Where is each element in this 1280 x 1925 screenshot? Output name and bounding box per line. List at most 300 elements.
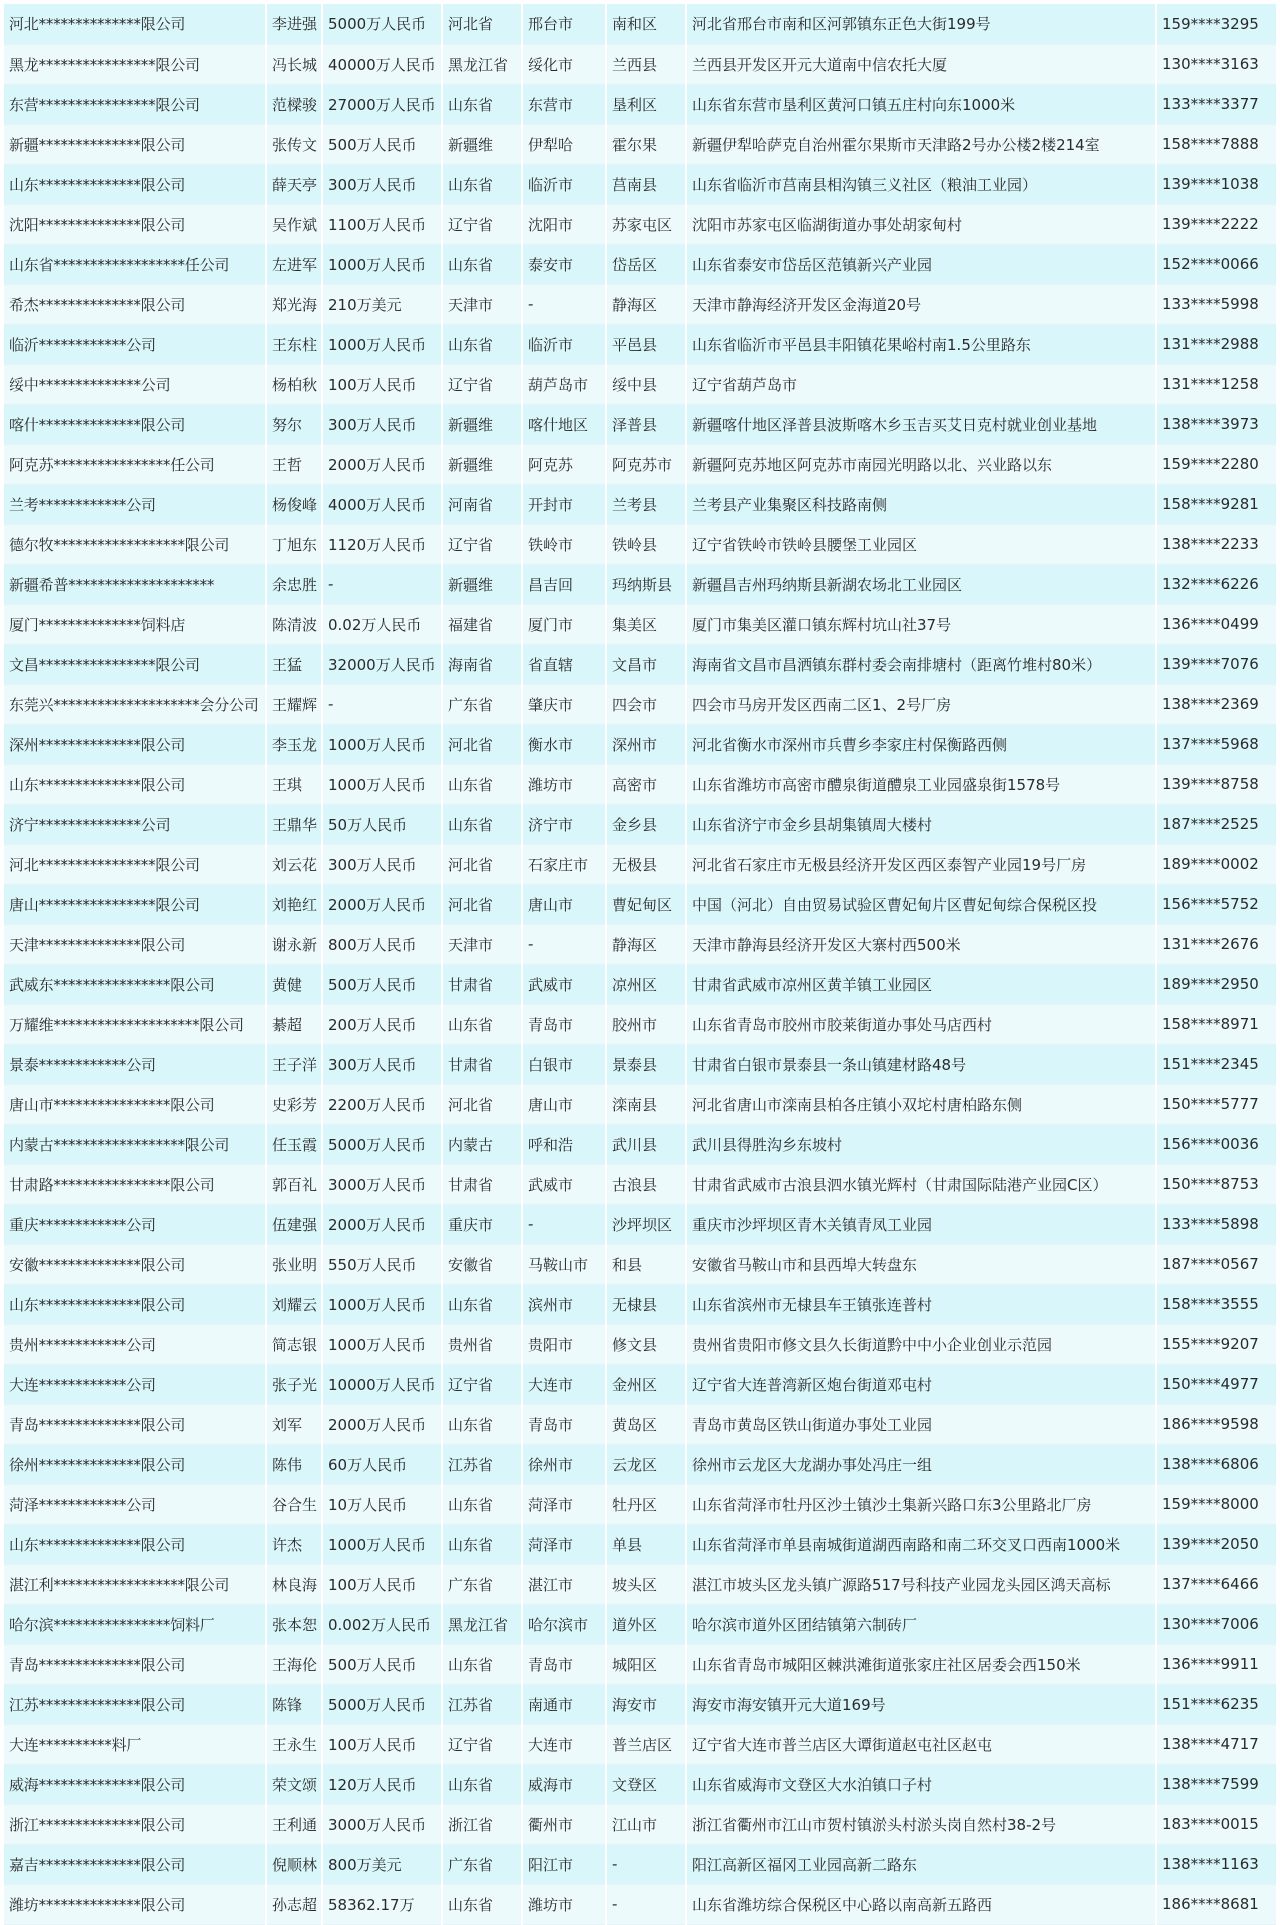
contact-person-cell: 张业明 <box>266 1244 322 1284</box>
registered-capital-cell: 2200万人民币 <box>322 1084 442 1124</box>
city-cell: 大连市 <box>522 1364 606 1404</box>
city-cell: - <box>522 1204 606 1244</box>
contact-person-cell: 孙志超 <box>266 1884 322 1924</box>
phone-cell: 150****5777 <box>1156 1084 1276 1124</box>
district-cell: 城阳区 <box>606 1644 686 1684</box>
phone-cell: 130****3163 <box>1156 44 1276 84</box>
company-name-cell: 大连**********料厂 <box>4 1724 266 1764</box>
city-cell: 马鞍山市 <box>522 1244 606 1284</box>
city-cell: 衢州市 <box>522 1804 606 1844</box>
contact-person-cell: 努尔 <box>266 404 322 444</box>
contact-person-cell: 范樑骏 <box>266 84 322 124</box>
registered-capital-cell: 1120万人民币 <box>322 524 442 564</box>
address-cell: 河北省石家庄市无极县经济开发区西区泰智产业园19号厂房 <box>686 844 1156 884</box>
table-row[interactable] <box>4 1684 1276 1724</box>
province-cell: 辽宁省 <box>442 1364 522 1404</box>
province-cell: 山东省 <box>442 324 522 364</box>
table-row[interactable] <box>4 1324 1276 1364</box>
city-cell: 临沂市 <box>522 324 606 364</box>
district-cell: 兰考县 <box>606 484 686 524</box>
company-name-cell: 希杰**************限公司 <box>4 284 266 324</box>
registered-capital-cell: 5000万人民币 <box>322 1124 442 1164</box>
province-cell: 山东省 <box>442 1284 522 1324</box>
address-cell: 海安市海安镇开元大道169号 <box>686 1684 1156 1724</box>
city-cell: 贵阳市 <box>522 1324 606 1364</box>
city-cell: 衡水市 <box>522 724 606 764</box>
district-cell: 集美区 <box>606 604 686 644</box>
contact-person-cell: 王子洋 <box>266 1044 322 1084</box>
district-cell: 南和区 <box>606 4 686 44</box>
contact-person-cell: 张传文 <box>266 124 322 164</box>
district-cell: 胶州市 <box>606 1004 686 1044</box>
contact-person-cell: 王海伦 <box>266 1644 322 1684</box>
contact-person-cell: 冯长城 <box>266 44 322 84</box>
table-row[interactable] <box>4 204 1276 244</box>
province-cell: 广东省 <box>442 1844 522 1884</box>
province-cell: 江苏省 <box>442 1684 522 1724</box>
address-cell: 武川县得胜沟乡东坡村 <box>686 1124 1156 1164</box>
company-name-cell: 河北**************限公司 <box>4 4 266 44</box>
table-row[interactable] <box>4 444 1276 484</box>
province-cell: 新疆维 <box>442 404 522 444</box>
province-cell: 山东省 <box>442 1764 522 1804</box>
address-cell: 山东省滨州市无棣县车王镇张连普村 <box>686 1284 1156 1324</box>
company-name-cell: 山东**************限公司 <box>4 164 266 204</box>
phone-cell: 139****2050 <box>1156 1524 1276 1564</box>
contact-person-cell: 刘军 <box>266 1404 322 1444</box>
table-row[interactable] <box>4 244 1276 284</box>
registered-capital-cell: 3000万人民币 <box>322 1164 442 1204</box>
phone-cell: 150****8753 <box>1156 1164 1276 1204</box>
city-cell: 呼和浩 <box>522 1124 606 1164</box>
address-cell: 河北省衡水市深州市兵曹乡李家庄村保衡路西侧 <box>686 724 1156 764</box>
province-cell: 福建省 <box>442 604 522 644</box>
contact-person-cell: 王琪 <box>266 764 322 804</box>
province-cell: 辽宁省 <box>442 524 522 564</box>
address-cell: 山东省潍坊综合保税区中心路以南高新五路西 <box>686 1884 1156 1924</box>
phone-cell: 133****5898 <box>1156 1204 1276 1244</box>
registered-capital-cell: 300万人民币 <box>322 844 442 884</box>
address-cell: 新疆阿克苏地区阿克苏市南园光明路以北、兴业路以东 <box>686 444 1156 484</box>
city-cell: 阿克苏 <box>522 444 606 484</box>
address-cell: 辽宁省大连市普兰店区大谭街道赵屯社区赵屯 <box>686 1724 1156 1764</box>
contact-person-cell: 吴作斌 <box>266 204 322 244</box>
registered-capital-cell: 500万人民币 <box>322 964 442 1004</box>
company-name-cell: 唐山****************限公司 <box>4 884 266 924</box>
table-row[interactable] <box>4 1204 1276 1244</box>
registered-capital-cell: 4000万人民币 <box>322 484 442 524</box>
table-row[interactable] <box>4 644 1276 684</box>
company-name-cell: 厦门**************饲料店 <box>4 604 266 644</box>
contact-person-cell: 王鼎华 <box>266 804 322 844</box>
table-row[interactable] <box>4 44 1276 84</box>
phone-cell: 158****3555 <box>1156 1284 1276 1324</box>
district-cell: 坡头区 <box>606 1564 686 1604</box>
address-cell: 辽宁省铁岭市铁岭县腰堡工业园区 <box>686 524 1156 564</box>
phone-cell: 159****3295 <box>1156 4 1276 44</box>
phone-cell: 130****7006 <box>1156 1604 1276 1644</box>
address-cell: 新疆喀什地区泽普县波斯喀木乡玉吉买艾日克村就业创业基地 <box>686 404 1156 444</box>
registered-capital-cell: 1000万人民币 <box>322 1324 442 1364</box>
district-cell: 文登区 <box>606 1764 686 1804</box>
city-cell: 葫芦岛市 <box>522 364 606 404</box>
table-row[interactable] <box>4 404 1276 444</box>
phone-cell: 187****0567 <box>1156 1244 1276 1284</box>
city-cell: 青岛市 <box>522 1404 606 1444</box>
province-cell: 黑龙江省 <box>442 1604 522 1644</box>
district-cell: 静海区 <box>606 924 686 964</box>
district-cell: 古浪县 <box>606 1164 686 1204</box>
city-cell: 菏泽市 <box>522 1524 606 1564</box>
district-cell: 无棣县 <box>606 1284 686 1324</box>
district-cell: 无极县 <box>606 844 686 884</box>
city-cell: 南通市 <box>522 1684 606 1724</box>
contact-person-cell: 许杰 <box>266 1524 322 1564</box>
province-cell: 辽宁省 <box>442 204 522 244</box>
province-cell: 辽宁省 <box>442 1724 522 1764</box>
city-cell: 沈阳市 <box>522 204 606 244</box>
table-row[interactable] <box>4 1484 1276 1524</box>
table-row[interactable] <box>4 1284 1276 1324</box>
city-cell: 伊犁哈 <box>522 124 606 164</box>
registered-capital-cell: 10000万人民币 <box>322 1364 442 1404</box>
contact-person-cell: 张本恕 <box>266 1604 322 1644</box>
company-name-cell: 临沂************公司 <box>4 324 266 364</box>
table-row[interactable] <box>4 1364 1276 1404</box>
address-cell: 中国（河北）自由贸易试验区曹妃甸片区曹妃甸综合保税区投 <box>686 884 1156 924</box>
table-row[interactable] <box>4 1844 1276 1884</box>
district-cell: 和县 <box>606 1244 686 1284</box>
phone-cell: 186****8681 <box>1156 1884 1276 1924</box>
company-name-cell: 山东**************限公司 <box>4 764 266 804</box>
contact-person-cell: 刘耀云 <box>266 1284 322 1324</box>
phone-cell: 139****1038 <box>1156 164 1276 204</box>
registered-capital-cell: 2000万人民币 <box>322 884 442 924</box>
company-name-cell: 内蒙古******************限公司 <box>4 1124 266 1164</box>
table-row[interactable] <box>4 124 1276 164</box>
district-cell: 云龙区 <box>606 1444 686 1484</box>
address-cell: 辽宁省大连普湾新区炮台街道邓屯村 <box>686 1364 1156 1404</box>
registered-capital-cell: 550万人民币 <box>322 1244 442 1284</box>
company-name-cell: 青岛**************限公司 <box>4 1404 266 1444</box>
district-cell: 武川县 <box>606 1124 686 1164</box>
district-cell: 平邑县 <box>606 324 686 364</box>
table-row[interactable] <box>4 764 1276 804</box>
registered-capital-cell: 0.02万人民币 <box>322 604 442 644</box>
company-name-cell: 东莞兴********************会分公司 <box>4 684 266 724</box>
table-row[interactable] <box>4 324 1276 364</box>
district-cell: 黄岛区 <box>606 1404 686 1444</box>
city-cell: 威海市 <box>522 1764 606 1804</box>
contact-person-cell: 杨俊峰 <box>266 484 322 524</box>
contact-person-cell: 王哲 <box>266 444 322 484</box>
table-row[interactable] <box>4 1564 1276 1604</box>
table-row[interactable] <box>4 364 1276 404</box>
district-cell: 玛纳斯县 <box>606 564 686 604</box>
address-cell: 新疆伊犁哈萨克自治州霍尔果斯市天津路2号办公楼2楼214室 <box>686 124 1156 164</box>
company-name-cell: 安徽**************限公司 <box>4 1244 266 1284</box>
table-row[interactable] <box>4 1804 1276 1844</box>
city-cell: 潍坊市 <box>522 764 606 804</box>
table-row[interactable] <box>4 1084 1276 1124</box>
province-cell: 江苏省 <box>442 1444 522 1484</box>
district-cell: 修文县 <box>606 1324 686 1364</box>
registered-capital-cell: 27000万人民币 <box>322 84 442 124</box>
company-name-cell: 浙江**************限公司 <box>4 1804 266 1844</box>
contact-person-cell: 谢永新 <box>266 924 322 964</box>
contact-person-cell: 李玉龙 <box>266 724 322 764</box>
registered-capital-cell: 800万人民币 <box>322 924 442 964</box>
province-cell: 山东省 <box>442 764 522 804</box>
company-name-cell: 景泰************公司 <box>4 1044 266 1084</box>
city-cell: 昌吉回 <box>522 564 606 604</box>
province-cell: 河北省 <box>442 1084 522 1124</box>
phone-cell: 159****2280 <box>1156 444 1276 484</box>
contact-person-cell: 伍建强 <box>266 1204 322 1244</box>
province-cell: 河北省 <box>442 4 522 44</box>
contact-person-cell: 张子光 <box>266 1364 322 1404</box>
district-cell: 岱岳区 <box>606 244 686 284</box>
table-row[interactable] <box>4 1764 1276 1804</box>
city-cell: 肇庆市 <box>522 684 606 724</box>
company-name-cell: 万耀维********************限公司 <box>4 1004 266 1044</box>
table-row[interactable] <box>4 4 1276 44</box>
contact-person-cell: 林良海 <box>266 1564 322 1604</box>
district-cell: 深州市 <box>606 724 686 764</box>
address-cell: 贵州省贵阳市修文县久长街道黔中中小企业创业示范园 <box>686 1324 1156 1364</box>
company-name-cell: 深州**************限公司 <box>4 724 266 764</box>
province-cell: 安徽省 <box>442 1244 522 1284</box>
registered-capital-cell: 1000万人民币 <box>322 324 442 364</box>
province-cell: 广东省 <box>442 1564 522 1604</box>
city-cell: 东营市 <box>522 84 606 124</box>
province-cell: 河北省 <box>442 724 522 764</box>
phone-cell: 139****8758 <box>1156 764 1276 804</box>
address-cell: 青岛市黄岛区铁山街道办事处工业园 <box>686 1404 1156 1444</box>
city-cell: 阳江市 <box>522 1844 606 1884</box>
city-cell: 哈尔滨市 <box>522 1604 606 1644</box>
province-cell: 重庆市 <box>442 1204 522 1244</box>
province-cell: 山东省 <box>442 164 522 204</box>
company-name-cell: 沈阳**************限公司 <box>4 204 266 244</box>
phone-cell: 150****4977 <box>1156 1364 1276 1404</box>
district-cell: 垦利区 <box>606 84 686 124</box>
company-name-cell: 甘肃路****************限公司 <box>4 1164 266 1204</box>
district-cell: 铁岭县 <box>606 524 686 564</box>
table-row[interactable] <box>4 964 1276 1004</box>
province-cell: 广东省 <box>442 684 522 724</box>
province-cell: 山东省 <box>442 1484 522 1524</box>
company-name-cell: 江苏**************限公司 <box>4 1684 266 1724</box>
company-name-cell: 山东**************限公司 <box>4 1284 266 1324</box>
company-name-cell: 菏泽************公司 <box>4 1484 266 1524</box>
phone-cell: 155****9207 <box>1156 1324 1276 1364</box>
registered-capital-cell: - <box>322 684 442 724</box>
contact-person-cell: 陈清波 <box>266 604 322 644</box>
phone-cell: 183****0015 <box>1156 1804 1276 1844</box>
table-row[interactable] <box>4 1444 1276 1484</box>
company-name-cell: 德尔牧******************限公司 <box>4 524 266 564</box>
city-cell: 武威市 <box>522 1164 606 1204</box>
city-cell: 绥化市 <box>522 44 606 84</box>
table-row[interactable] <box>4 804 1276 844</box>
phone-cell: 189****0002 <box>1156 844 1276 884</box>
phone-cell: 138****1163 <box>1156 1844 1276 1884</box>
table-row[interactable] <box>4 1244 1276 1284</box>
district-cell: 霍尔果 <box>606 124 686 164</box>
phone-cell: 151****6235 <box>1156 1684 1276 1724</box>
registered-capital-cell: 0.002万人民币 <box>322 1604 442 1644</box>
contact-person-cell: 黄健 <box>266 964 322 1004</box>
address-cell: 徐州市云龙区大龙湖办事处冯庄一组 <box>686 1444 1156 1484</box>
table-row[interactable] <box>4 604 1276 644</box>
phone-cell: 138****7599 <box>1156 1764 1276 1804</box>
table-row[interactable] <box>4 1724 1276 1764</box>
address-cell: 湛江市坡头区龙头镇广源路517号科技产业园龙头园区鸿天高标 <box>686 1564 1156 1604</box>
phone-cell: 152****0066 <box>1156 244 1276 284</box>
contact-person-cell: 王耀辉 <box>266 684 322 724</box>
address-cell: 山东省菏泽市单县南城街道湖西南路和南二环交叉口西南1000米 <box>686 1524 1156 1564</box>
district-cell: 莒南县 <box>606 164 686 204</box>
phone-cell: 187****2525 <box>1156 804 1276 844</box>
address-cell: 四会市马房开发区西南二区1、2号厂房 <box>686 684 1156 724</box>
table-row[interactable] <box>4 1004 1276 1044</box>
table-row[interactable] <box>4 1604 1276 1644</box>
district-cell: 高密市 <box>606 764 686 804</box>
registered-capital-cell: 10万人民币 <box>322 1484 442 1524</box>
district-cell: 绥中县 <box>606 364 686 404</box>
registered-capital-cell: 58362.17万 <box>322 1884 442 1924</box>
city-cell: 泰安市 <box>522 244 606 284</box>
company-name-cell: 绥中**************公司 <box>4 364 266 404</box>
district-cell: 单县 <box>606 1524 686 1564</box>
table-row[interactable] <box>4 1644 1276 1684</box>
table-row[interactable] <box>4 1164 1276 1204</box>
district-cell: 四会市 <box>606 684 686 724</box>
address-cell: 新疆昌吉州玛纳斯县新湖农场北工业园区 <box>686 564 1156 604</box>
registered-capital-cell: 100万人民币 <box>322 1724 442 1764</box>
address-cell: 海南省文昌市昌洒镇东群村委会南排塘村（距离竹堆村80米） <box>686 644 1156 684</box>
province-cell: 河北省 <box>442 884 522 924</box>
registered-capital-cell: 120万人民币 <box>322 1764 442 1804</box>
phone-cell: 138****4717 <box>1156 1724 1276 1764</box>
address-cell: 兰考县产业集聚区科技路南侧 <box>686 484 1156 524</box>
contact-person-cell: 左进军 <box>266 244 322 284</box>
city-cell: 武威市 <box>522 964 606 1004</box>
table-row[interactable] <box>4 564 1276 604</box>
city-cell: 临沂市 <box>522 164 606 204</box>
district-cell: 阿克苏市 <box>606 444 686 484</box>
table-row[interactable] <box>4 1884 1276 1924</box>
city-cell: 省直辖 <box>522 644 606 684</box>
table-row[interactable] <box>4 284 1276 324</box>
province-cell: 山东省 <box>442 1884 522 1924</box>
company-name-cell: 黑龙****************限公司 <box>4 44 266 84</box>
company-name-cell: 兰考************公司 <box>4 484 266 524</box>
address-cell: 山东省泰安市岱岳区范镇新兴产业园 <box>686 244 1156 284</box>
address-cell: 山东省威海市文登区大水泊镇口子村 <box>686 1764 1156 1804</box>
district-cell: 金州区 <box>606 1364 686 1404</box>
table-row[interactable] <box>4 924 1276 964</box>
province-cell: 内蒙古 <box>442 1124 522 1164</box>
company-name-cell: 大连************公司 <box>4 1364 266 1404</box>
phone-cell: 136****9911 <box>1156 1644 1276 1684</box>
company-name-cell: 山东省******************任公司 <box>4 244 266 284</box>
province-cell: 甘肃省 <box>442 1164 522 1204</box>
city-cell: - <box>522 924 606 964</box>
company-name-cell: 新疆**************限公司 <box>4 124 266 164</box>
table-row[interactable] <box>4 1124 1276 1164</box>
district-cell: 静海区 <box>606 284 686 324</box>
province-cell: 山东省 <box>442 1004 522 1044</box>
contact-person-cell: 丁旭东 <box>266 524 322 564</box>
district-cell: 沙坪坝区 <box>606 1204 686 1244</box>
contact-person-cell: 倪顺林 <box>266 1844 322 1884</box>
province-cell: 甘肃省 <box>442 1044 522 1084</box>
table-row[interactable] <box>4 1404 1276 1444</box>
company-name-cell: 徐州**************限公司 <box>4 1444 266 1484</box>
table-row[interactable] <box>4 84 1276 124</box>
registered-capital-cell: 100万人民币 <box>322 364 442 404</box>
registered-capital-cell: 2000万人民币 <box>322 1404 442 1444</box>
province-cell: 河北省 <box>442 844 522 884</box>
company-name-cell: 武威东****************限公司 <box>4 964 266 1004</box>
registered-capital-cell: 300万人民币 <box>322 164 442 204</box>
province-cell: 河南省 <box>442 484 522 524</box>
district-cell: - <box>606 1884 686 1924</box>
table-row[interactable] <box>4 484 1276 524</box>
registered-capital-cell: 3000万人民币 <box>322 1804 442 1844</box>
table-row[interactable] <box>4 724 1276 764</box>
registered-capital-cell: - <box>322 564 442 604</box>
company-name-cell: 贵州************公司 <box>4 1324 266 1364</box>
table-row[interactable] <box>4 884 1276 924</box>
table-row[interactable] <box>4 164 1276 204</box>
contact-person-cell: 王东柱 <box>266 324 322 364</box>
province-cell: 山东省 <box>442 84 522 124</box>
table-row[interactable] <box>4 1044 1276 1084</box>
address-cell: 山东省青岛市胶州市胶莱街道办事处马店西村 <box>686 1004 1156 1044</box>
province-cell: 山东省 <box>442 1524 522 1564</box>
address-cell: 山东省菏泽市牡丹区沙土镇沙土集新兴路口东3公里路北厂房 <box>686 1484 1156 1524</box>
address-cell: 厦门市集美区灌口镇东辉村坑山社37号 <box>686 604 1156 644</box>
contact-person-cell: 王永生 <box>266 1724 322 1764</box>
table-row[interactable] <box>4 684 1276 724</box>
table-row[interactable] <box>4 1524 1276 1564</box>
table-row[interactable] <box>4 844 1276 884</box>
address-cell: 甘肃省武威市凉州区黄羊镇工业园区 <box>686 964 1156 1004</box>
company-name-cell: 山东**************限公司 <box>4 1524 266 1564</box>
registered-capital-cell: 200万人民币 <box>322 1004 442 1044</box>
province-cell: 山东省 <box>442 244 522 284</box>
province-cell: 辽宁省 <box>442 364 522 404</box>
city-cell: 菏泽市 <box>522 1484 606 1524</box>
province-cell: 甘肃省 <box>442 964 522 1004</box>
registered-capital-cell: 1000万人民币 <box>322 724 442 764</box>
registered-capital-cell: 210万美元 <box>322 284 442 324</box>
province-cell: 天津市 <box>442 924 522 964</box>
table-row[interactable] <box>4 524 1276 564</box>
registered-capital-cell: 2000万人民币 <box>322 444 442 484</box>
registered-capital-cell: 2000万人民币 <box>322 1204 442 1244</box>
phone-cell: 158****8971 <box>1156 1004 1276 1044</box>
city-cell: 潍坊市 <box>522 1884 606 1924</box>
address-cell: 辽宁省葫芦岛市 <box>686 364 1156 404</box>
registered-capital-cell: 300万人民币 <box>322 404 442 444</box>
phone-cell: 137****5968 <box>1156 724 1276 764</box>
registered-capital-cell: 50万人民币 <box>322 804 442 844</box>
company-table <box>4 4 1276 1925</box>
